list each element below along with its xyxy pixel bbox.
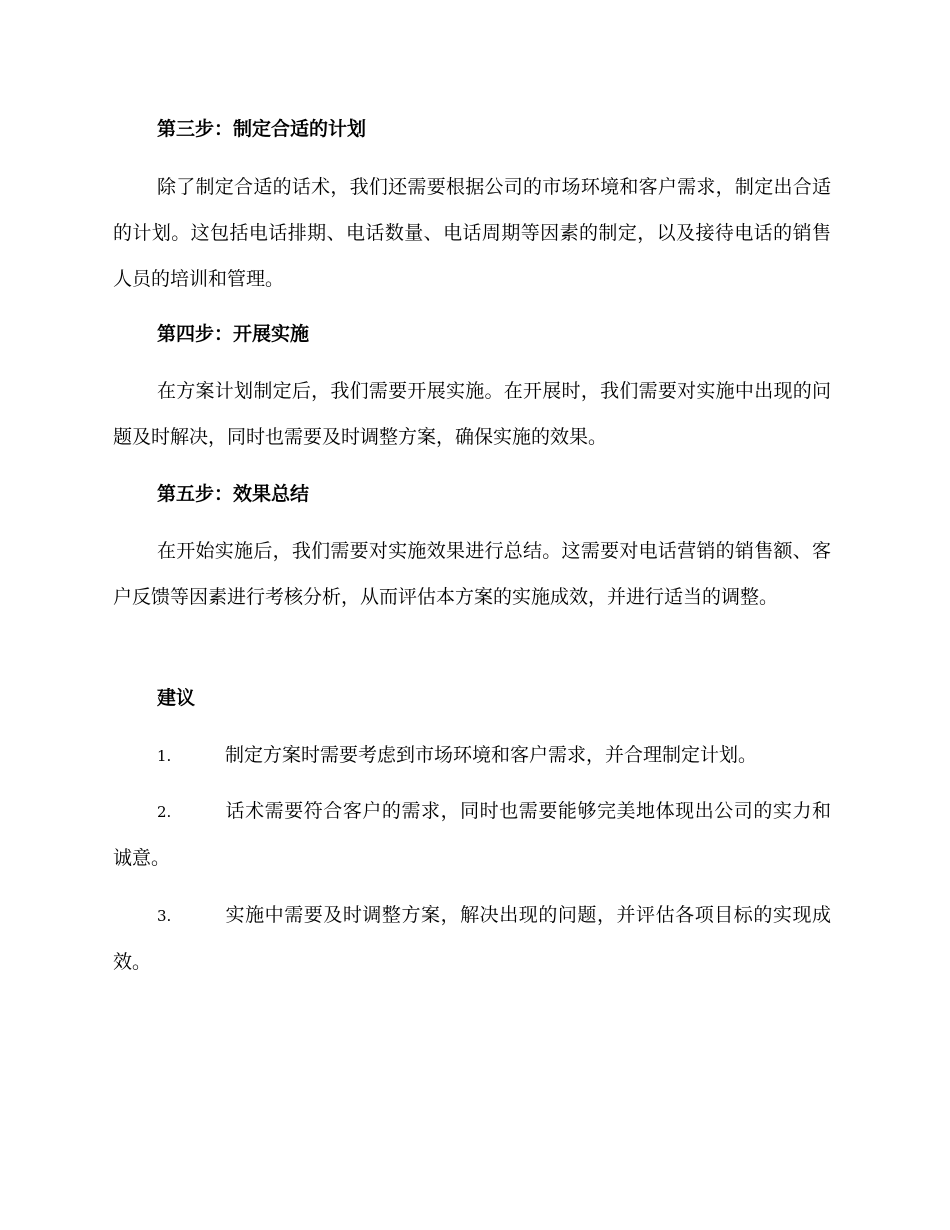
list-number: 3. [157,907,172,925]
list-item-text: 话术需要符合客户的需求，同时也需要能够完美地体现出公司的实力和诚意。 [113,800,831,869]
section-heading-step4: 第四步：开展实施 [157,323,310,345]
list-number: 1. [157,747,172,765]
suggestions-heading: 建议 [157,687,196,709]
section-heading-step5: 第五步：效果总结 [157,483,310,505]
suggestion-item-2 [113,788,831,881]
suggestion-item-1 [113,732,831,779]
section-body-step5: 在开始实施后，我们需要对实施效果进行总结。这需要对电话营销的销售额、客户反馈等因素进行考核分析，从而评估本方案的实施成效，并进行适当的调整。 [113,540,831,608]
list-item-text: 实施中需要及时调整方案，解决出现的问题，并评估各项目标的实现成效。 [113,904,831,973]
list-item-text: 制定方案时需要考虑到市场环境和客户需求，并合理制定计划。 [225,744,758,766]
suggestion-item-3 [113,892,831,985]
section-body-step3: 除了制定合适的话术，我们还需要根据公司的市场环境和客户需求，制定出合适的计划。这包括电话排期、电话数量、电话周期等因素的制定，以及接待电话的销售人员的培训和管理。 [113,176,831,290]
list-number: 2. [157,803,172,821]
section-heading-step3: 第三步：制定合适的计划 [157,118,367,140]
section-body-step4: 在方案计划制定后，我们需要开展实施。在开展时，我们需要对实施中出现的问题及时解决，同时也需要及时调整方案，确保实施的效果。 [113,380,831,448]
